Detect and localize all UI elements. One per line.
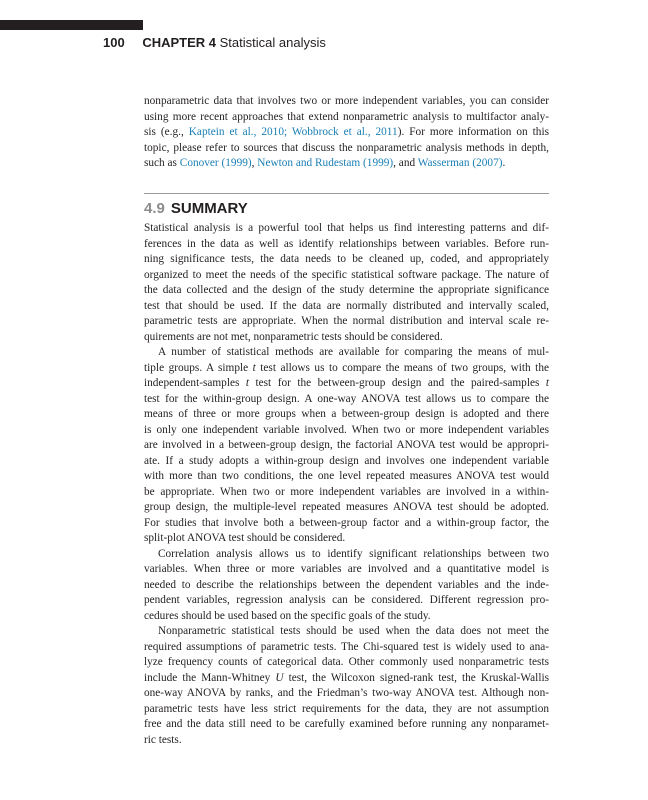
text-line: organized to meet the needs of the specific statistical software package. The nature of bbox=[144, 268, 549, 281]
text-run: , and bbox=[393, 157, 418, 169]
text-line: one-way ANOVA by ranks, and the Friedman’s two-way ANOVA test. Although non- bbox=[144, 687, 549, 699]
text-line: means of three or more groups when a between-group design is adopted and there bbox=[144, 408, 549, 420]
text-run: test allows us to compare the means of two groups, with the bbox=[255, 361, 549, 374]
text-line: ate. If a study adopts a within-group design and involves one independent variable bbox=[144, 454, 549, 467]
section-title: SUMMARY bbox=[170, 200, 248, 217]
text-line: pendent variables, regression analysis can be considered. Different regression pro- bbox=[144, 594, 549, 606]
text-run: test, the Wilcoxon signed-rank test, the Kruskal-Wallis bbox=[283, 671, 549, 684]
text-line: topic, please refer to sources that discuss the nonparametric analysis methods in depth, bbox=[144, 141, 549, 154]
text-line bbox=[144, 376, 549, 392]
text-line: cedures should be used based on the specific goals of the study. bbox=[144, 609, 431, 622]
text-run: independent-samples bbox=[144, 377, 246, 389]
text-line: parametric tests are appropriate. When the normal distribution and interval scale re- bbox=[144, 315, 549, 327]
text-run: sis (e.g., bbox=[144, 126, 189, 138]
text-line: lyze frequency counts of categorical data. Other commonly used nonparametric tests bbox=[144, 656, 549, 668]
text-run: such as bbox=[144, 157, 180, 169]
text-line: using more recent approaches that extend nonparametric analysis to multifactor analy- bbox=[144, 110, 549, 123]
text-line: the data collected and the design of the study determine the appropriate significance bbox=[144, 284, 549, 296]
text-run: . bbox=[502, 157, 506, 169]
text-line: nonparametric data that involves two or more independent variables, you can consider bbox=[144, 95, 549, 107]
text-line: free and the data still need to be carefully examined before running any nonparamet- bbox=[144, 718, 549, 730]
text-line: be appropriate. When two or more independent variables are involved in a within- bbox=[144, 485, 549, 498]
text-line: needed to describe the relationships between the dependent variables and the inde- bbox=[144, 578, 549, 591]
text-line bbox=[144, 125, 549, 141]
intro-paragraph bbox=[144, 94, 549, 172]
text-line: required assumptions of parametric tests. The Chi-squared test is widely used to ana- bbox=[144, 640, 549, 653]
text-line: Statistical analysis is a powerful tool that helps us find interesting patterns and dif- bbox=[144, 222, 549, 234]
text-line: Nonparametric statistical tests should be used when the data does not meet the bbox=[158, 625, 549, 637]
text-line: A number of statistical methods are available for comparing the means of mul- bbox=[158, 346, 549, 358]
italic-t: t bbox=[245, 377, 250, 389]
text-run: test for the between-group design and the paired-samples bbox=[249, 377, 546, 389]
text-run: include the Mann-Whitney bbox=[144, 671, 276, 684]
text-line: is only one independent variable involved. When two or more independent variables bbox=[144, 423, 549, 436]
citation-link-kaptein-wobbrock[interactable]: Kaptein et al., 2010; Wobbrock et al., 2011 bbox=[188, 126, 398, 138]
text-line bbox=[144, 671, 549, 687]
italic-u: U bbox=[275, 671, 284, 684]
italic-t: t bbox=[252, 361, 256, 374]
text-line: test that should be used. If the data are normally distributed and intervally scaled, bbox=[144, 299, 549, 312]
text-line: ferences in the data as well as identify relationships between variables. Before run- bbox=[144, 237, 549, 250]
running-header bbox=[103, 35, 326, 50]
text-line: split-plot ANOVA test should be considered. bbox=[144, 532, 346, 544]
citation-link-wasserman[interactable]: Wasserman (2007) bbox=[417, 157, 503, 169]
section-divider bbox=[144, 193, 549, 194]
text-run: , bbox=[251, 157, 258, 169]
text-line: quirements are not met, nonparametric tests should be considered. bbox=[144, 330, 443, 343]
text-line: variables. When three or more variables are involved and a quantitative model is bbox=[144, 563, 549, 575]
chapter-label: CHAPTER 4 bbox=[142, 35, 217, 50]
text-line: Correlation analysis allows us to identify significant relationships between two bbox=[158, 547, 549, 560]
text-line: parametric tests have less strict requirements for the data, they are not assumption bbox=[144, 702, 549, 715]
text-line bbox=[144, 361, 549, 377]
text-line: with more than two conditions, the one level repeated measures ANOVA test would bbox=[144, 470, 549, 482]
text-line: test for the within-group design. A one-way ANOVA test allows us to compare the bbox=[144, 392, 549, 405]
text-line: ric tests. bbox=[144, 733, 182, 746]
italic-t: t bbox=[545, 377, 549, 389]
citation-link-newton-rudestam[interactable]: Newton and Rudestam (1999) bbox=[257, 157, 394, 169]
text-line: For studies that involve both a between-group factor and a within-group factor, the bbox=[144, 516, 549, 529]
page-number: 100 bbox=[103, 35, 125, 50]
header-bar bbox=[0, 20, 143, 30]
citation-link-conover[interactable]: Conover (1999) bbox=[179, 157, 252, 169]
section-heading bbox=[144, 200, 248, 217]
text-run: tiple groups. A simple bbox=[144, 361, 253, 374]
section-number: 4.9 bbox=[144, 200, 165, 217]
text-line: group design, the multiple-level repeated measures ANOVA test should be adopted. bbox=[144, 501, 549, 513]
text-line: ning significance tests, the data needs to be cleaned up, coded, and appropriately bbox=[144, 253, 549, 265]
text-line bbox=[144, 156, 549, 172]
text-line: are involved in a between-group design, the factorial ANOVA test would be appropri- bbox=[144, 439, 549, 451]
chapter-title bbox=[220, 35, 326, 50]
text-run: ). For more information on this bbox=[397, 126, 549, 138]
chapter-title-text: Statistical analysis bbox=[219, 35, 326, 50]
summary-body bbox=[144, 221, 549, 748]
